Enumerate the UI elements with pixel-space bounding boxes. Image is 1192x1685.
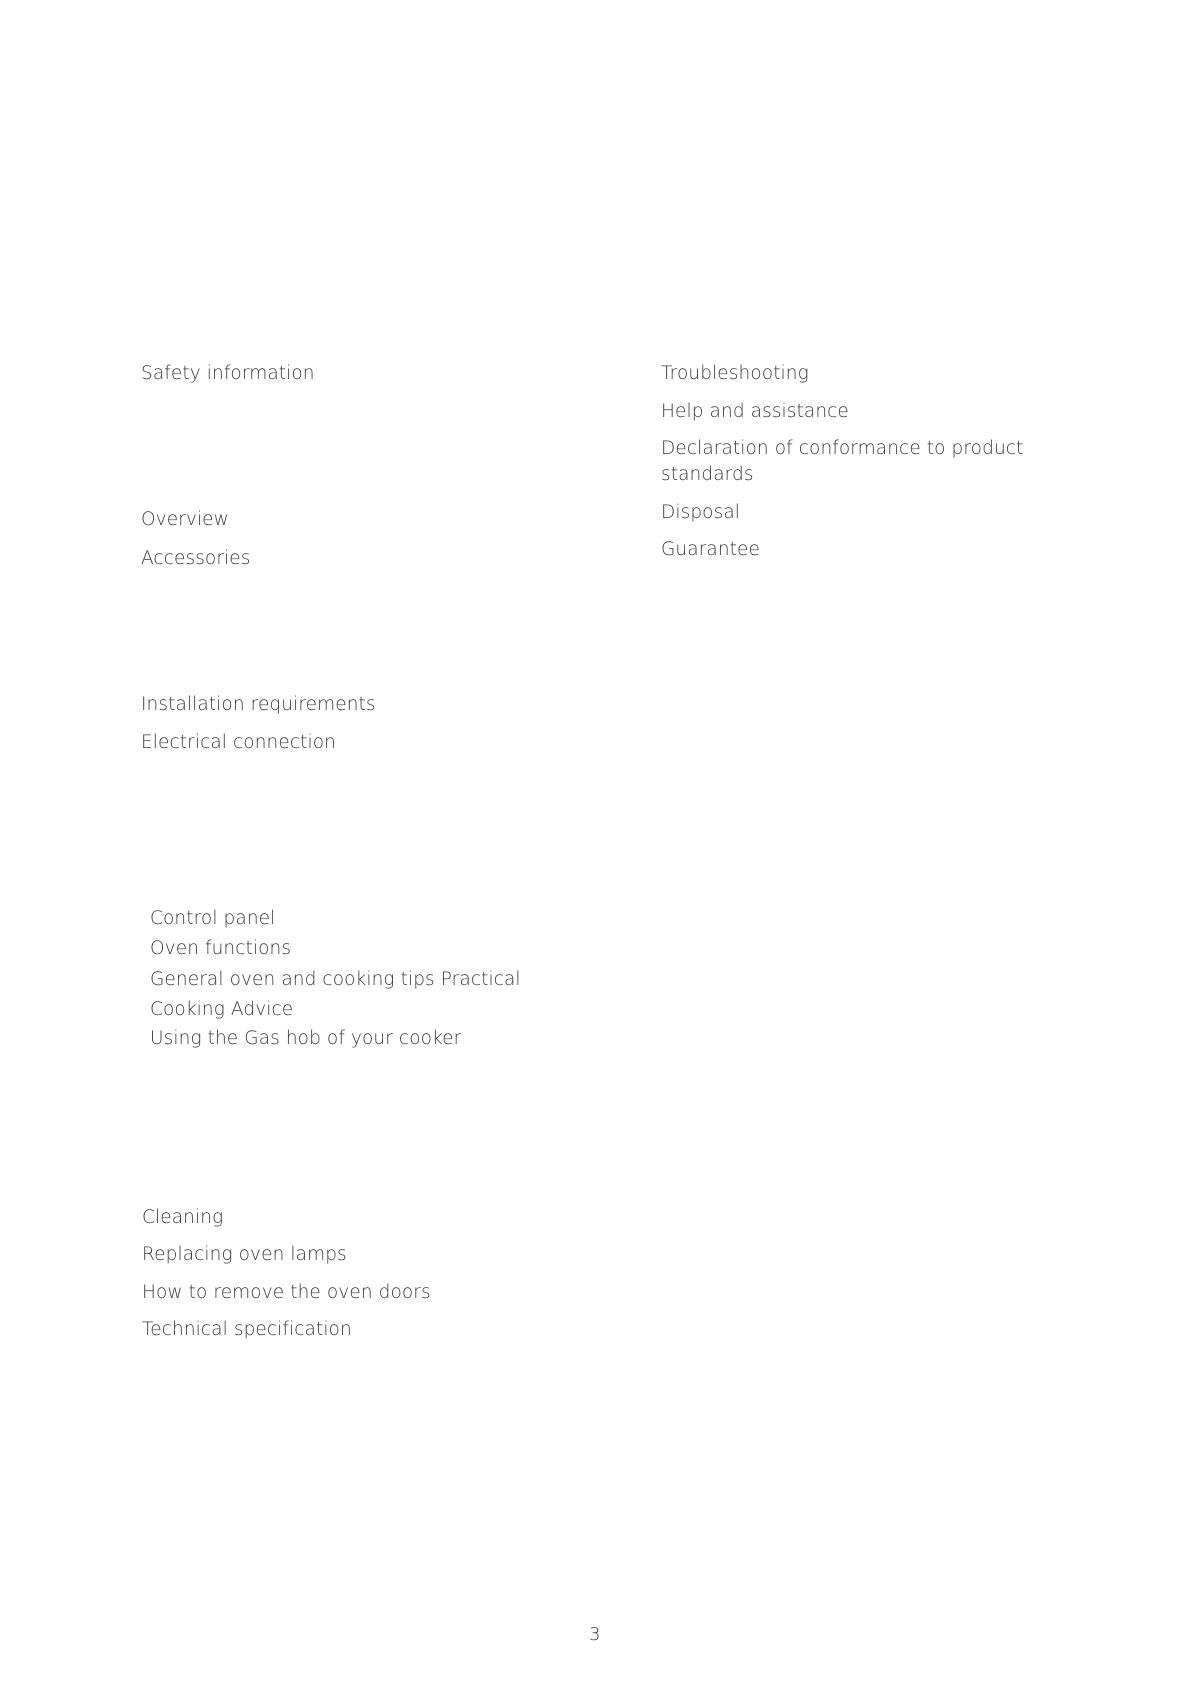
toc-entry-electrical-connection[interactable]: Electrical connection	[141, 732, 336, 753]
toc-entry-general-oven-and-cooking-tips[interactable]: General oven and cooking tips Practical	[150, 969, 521, 990]
toc-entry-control-panel[interactable]: Control panel	[150, 908, 276, 929]
toc-entry-oven-functions[interactable]: Oven functions	[150, 938, 292, 959]
toc-entry-disposal[interactable]: Disposal	[661, 502, 741, 523]
toc-entry-declaration-of-conformance[interactable]: Declaration of conformance to product standards	[661, 438, 1024, 485]
toc-entry-using-the-gas-hob[interactable]: Using the Gas hob of your cooker	[150, 1028, 462, 1049]
toc-entry-safety-information[interactable]: Safety information	[141, 363, 315, 384]
toc-entry-installation-requirements[interactable]: Installation requirements	[141, 694, 376, 715]
toc-entry-replacing-oven-lamps[interactable]: Replacing oven lamps	[142, 1244, 347, 1265]
toc-entry-technical-specification[interactable]: Technical specification	[142, 1319, 352, 1340]
toc-entry-troubleshooting[interactable]: Troubleshooting	[661, 363, 809, 384]
toc-entry-guarantee[interactable]: Guarantee	[661, 539, 760, 560]
toc-entry-how-to-remove-the-oven-doors[interactable]: How to remove the oven doors	[142, 1282, 431, 1303]
toc-entry-help-and-assistance[interactable]: Help and assistance	[661, 401, 849, 422]
toc-entry-overview[interactable]: Overview	[141, 509, 229, 530]
toc-entry-cooking-advice[interactable]: Cooking Advice	[150, 999, 294, 1020]
toc-entry-cleaning[interactable]: Cleaning	[142, 1207, 224, 1228]
toc-entry-accessories[interactable]: Accessories	[141, 548, 251, 569]
page-number: 3	[589, 1624, 601, 1645]
